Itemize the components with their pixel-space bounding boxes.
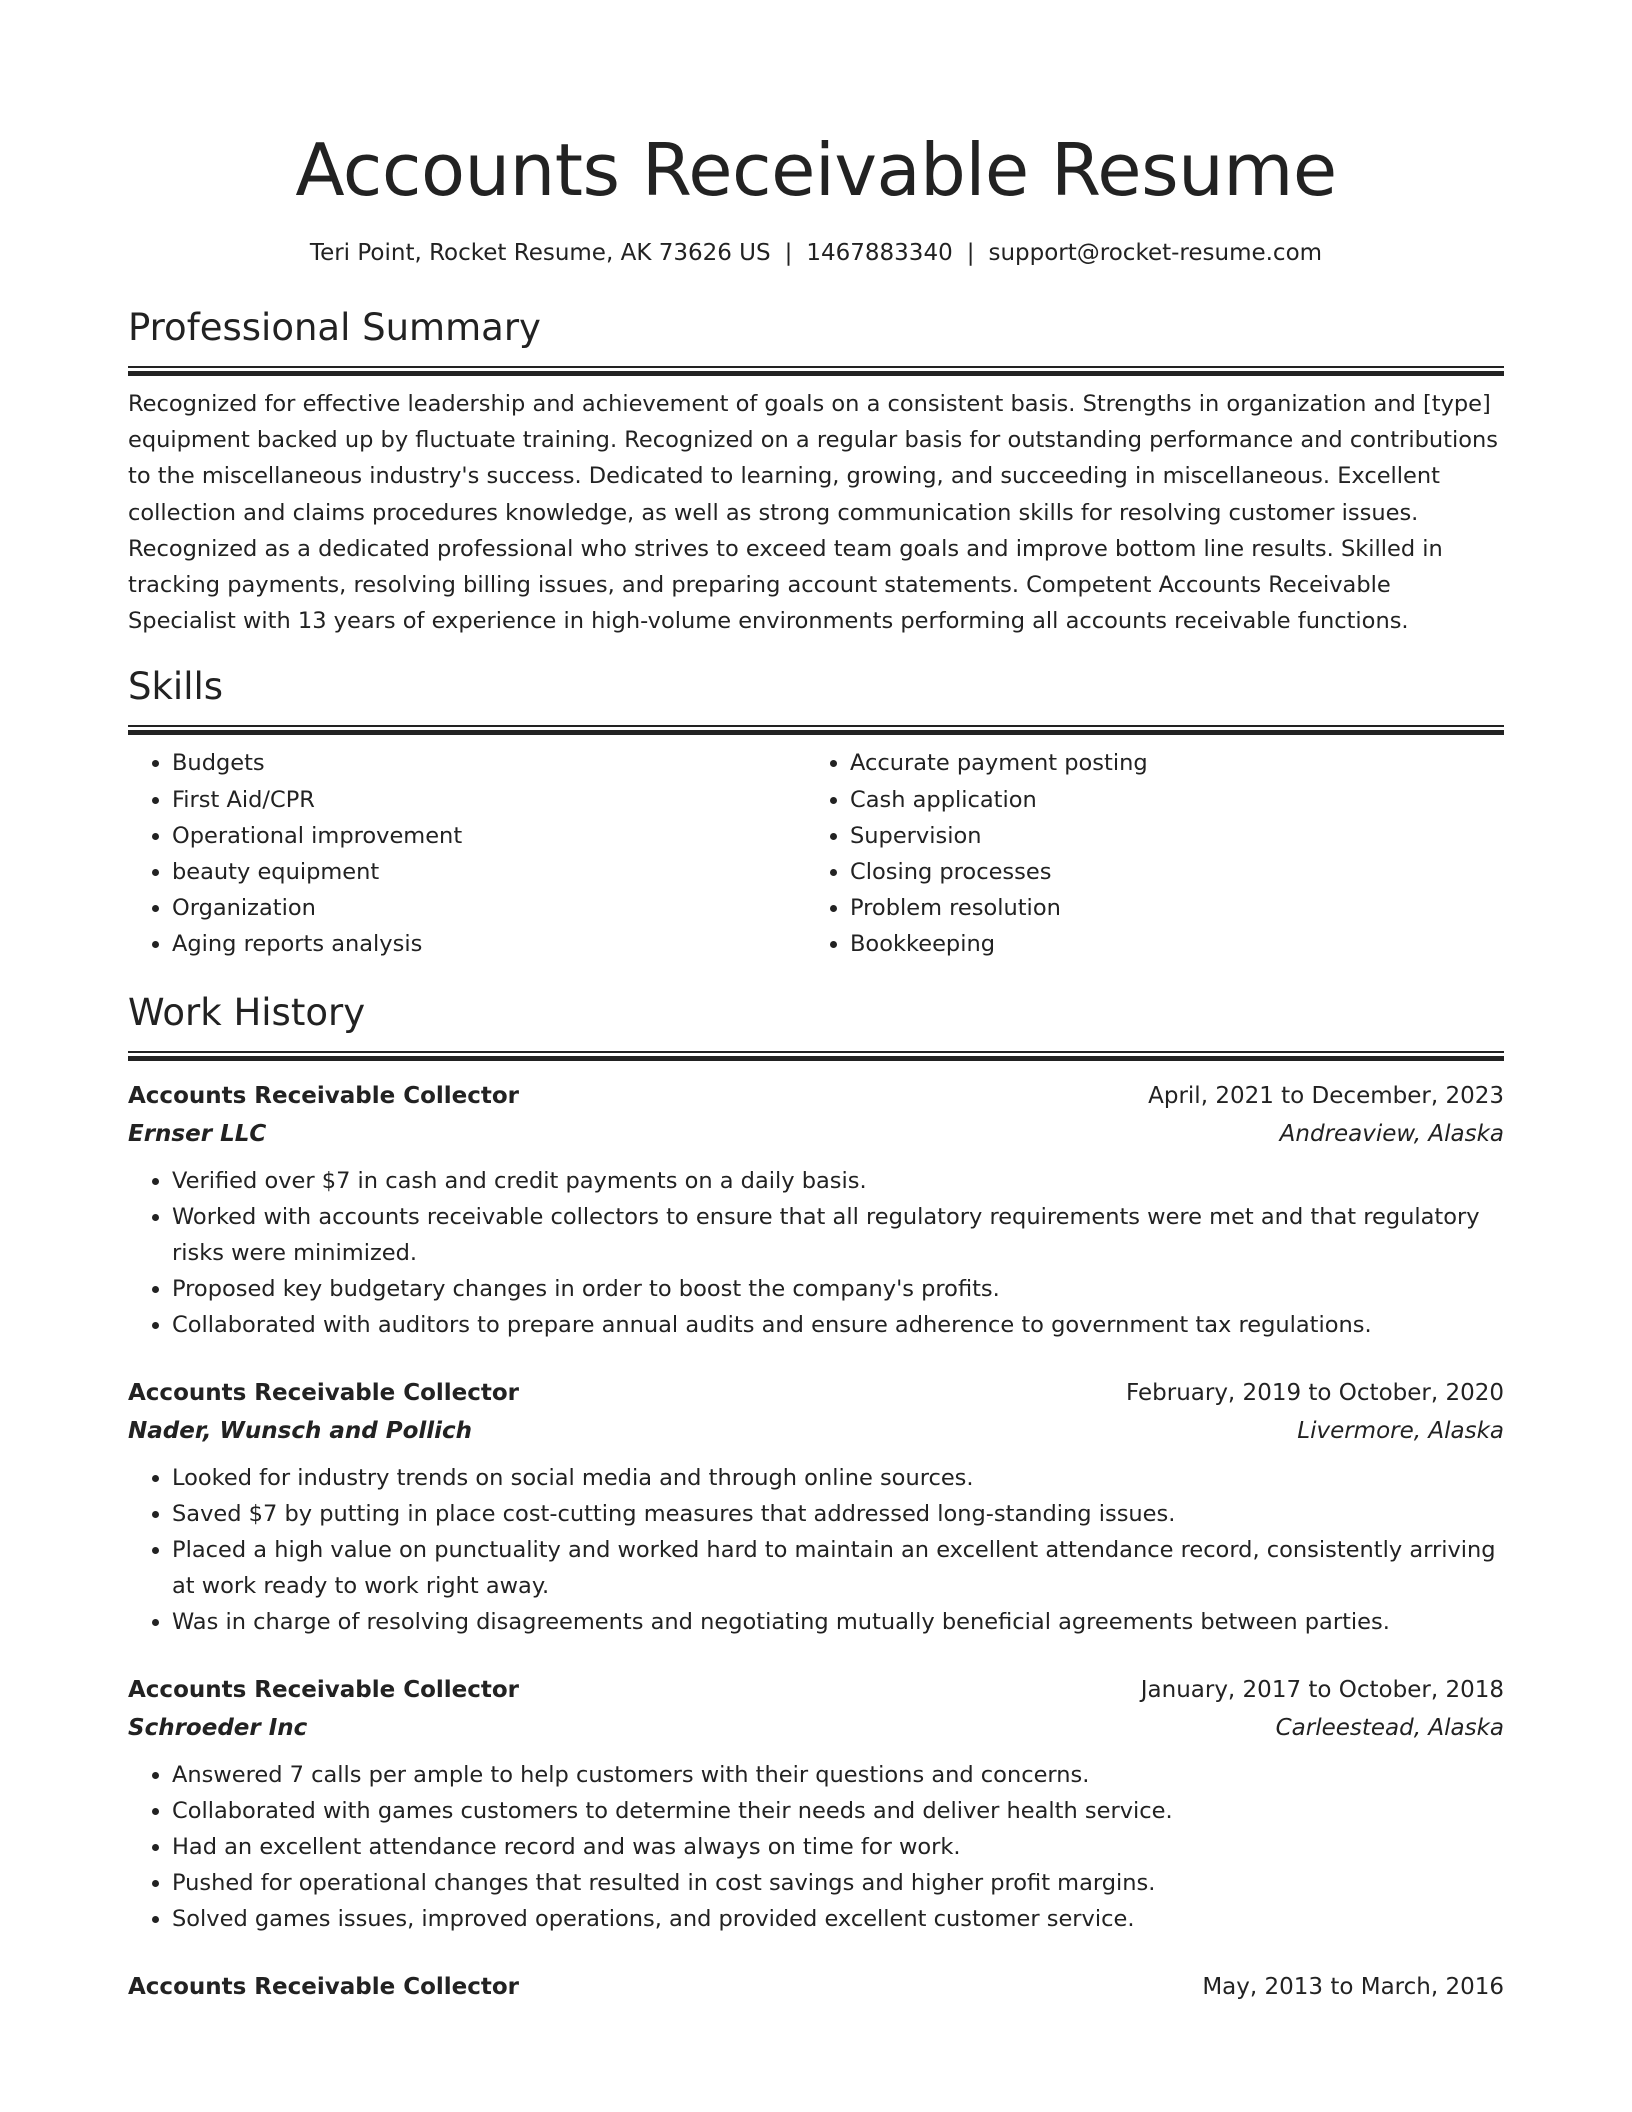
job-entry xyxy=(128,1968,1504,2006)
section-divider xyxy=(128,1051,1504,1061)
summary-heading: Professional Summary xyxy=(128,306,541,349)
job-dates: May, 2013 to March, 2016 xyxy=(1202,1973,1504,2000)
skill-item: • Closing processes xyxy=(850,854,1484,890)
summary-text: Recognized for effective leadership and achievement of goals on a consistent basis. Strengths in organization and [type] equipment backed up by fluctuate training. Recognized on a regular basis for outstanding performance and contributions to the miscellaneous industry's success. Dedicated to learning, growing, and succeeding in miscellaneous. Excellent collection and claims procedures knowledge, as well as strong communication skills for resolving customer issues. Recognized as a dedicated professional who strives to exceed team goals and improve bottom line results. Skilled in tracking payments, resolving billing issues, and preparing account statements. Competent Accounts Receivable Specialist with 13 years of experience in high-volume environments performing all accounts receivable functions. xyxy=(128,391,1498,635)
contact-line xyxy=(128,236,1504,270)
job-entry xyxy=(128,1671,1504,1938)
job-title: Accounts Receivable Collector xyxy=(128,1082,520,1109)
job-dates: January, 2017 to October, 2018 xyxy=(1140,1676,1504,1703)
job-location: Livermore, Alaska xyxy=(1297,1417,1504,1444)
job-bullets xyxy=(128,1163,1504,1344)
job-title: Accounts Receivable Collector xyxy=(128,1379,520,1406)
skills-list-left xyxy=(128,745,806,962)
job-title: Accounts Receivable Collector xyxy=(128,1973,520,2000)
skills-columns xyxy=(128,745,1504,962)
job-bullet: • Collaborated with games customers to determine their needs and deliver health service. xyxy=(172,1793,1504,1829)
skill-item: • Operational improvement xyxy=(172,818,806,854)
job-bullets xyxy=(128,1460,1504,1641)
skill-item: • Aging reports analysis xyxy=(172,926,806,962)
job-bullet: • Proposed key budgetary changes in order to boost the company's profits. xyxy=(172,1271,1504,1307)
skill-item: • Bookkeeping xyxy=(850,926,1484,962)
job-entry xyxy=(128,1374,1504,1641)
job-company: Ernser LLC xyxy=(128,1120,267,1147)
job-company-row xyxy=(128,1115,1504,1153)
section-divider xyxy=(128,725,1504,735)
job-bullet: • Was in charge of resolving disagreements and negotiating mutually beneficial agreements between parties. xyxy=(172,1604,1504,1640)
skill-item: • Budgets xyxy=(172,745,806,781)
skill-item: • Supervision xyxy=(850,818,1484,854)
job-title: Accounts Receivable Collector xyxy=(128,1676,520,1703)
resume-title: Accounts Receivable Resume xyxy=(295,128,1337,212)
job-bullet: • Worked with accounts receivable collectors to ensure that all regulatory requirements were met and that regulatory risks were minimized. xyxy=(172,1199,1504,1271)
skills-heading: Skills xyxy=(128,665,224,709)
skill-item: • beauty equipment xyxy=(172,854,806,890)
section-divider xyxy=(128,366,1504,376)
job-bullet: • Had an excellent attendance record and was always on time for work. xyxy=(172,1829,1504,1865)
job-bullet: • Pushed for operational changes that resulted in cost savings and higher profit margins. xyxy=(172,1865,1504,1901)
job-header-row xyxy=(128,1374,1504,1412)
skill-item: • Problem resolution xyxy=(850,890,1484,926)
skills-list-right xyxy=(806,745,1484,962)
job-entry xyxy=(128,1077,1504,1344)
summary-section xyxy=(128,304,1504,639)
job-header-row xyxy=(128,1968,1504,2006)
contact-separator: | xyxy=(966,240,975,266)
job-header-row xyxy=(128,1671,1504,1709)
job-bullets xyxy=(128,1757,1504,1938)
contact-phone[interactable]: 1467883340 xyxy=(806,240,953,266)
job-header-row xyxy=(128,1077,1504,1115)
contact-email[interactable]: support@rocket-resume.com xyxy=(988,240,1323,266)
skill-item: • First Aid/CPR xyxy=(172,782,806,818)
contact-separator: | xyxy=(784,240,793,266)
job-dates: February, 2019 to October, 2020 xyxy=(1126,1379,1504,1406)
job-bullet: • Solved games issues, improved operations, and provided excellent customer service. xyxy=(172,1901,1504,1937)
job-bullet: • Looked for industry trends on social media and through online sources. xyxy=(172,1460,1504,1496)
work-history-heading: Work History xyxy=(128,990,366,1034)
job-bullet: • Saved $7 by putting in place cost-cutting measures that addressed long-standing issues. xyxy=(172,1496,1504,1532)
skill-item: • Cash application xyxy=(850,782,1484,818)
job-bullet: • Verified over $7 in cash and credit payments on a daily basis. xyxy=(172,1163,1504,1199)
work-history-section xyxy=(128,989,1504,2006)
job-company: Nader, Wunsch and Pollich xyxy=(128,1417,473,1444)
skill-item: • Accurate payment posting xyxy=(850,745,1484,781)
skill-item: • Organization xyxy=(172,890,806,926)
job-company-row xyxy=(128,1412,1504,1450)
job-company-row xyxy=(128,1709,1504,1747)
job-dates: April, 2021 to December, 2023 xyxy=(1148,1082,1504,1109)
job-company: Schroeder Inc xyxy=(128,1714,308,1741)
contact-address: Teri Point, Rocket Resume, AK 73626 US xyxy=(309,240,771,266)
resume-page xyxy=(128,0,1504,2006)
job-bullet: • Answered 7 calls per ample to help customers with their questions and concerns. xyxy=(172,1757,1504,1793)
job-location: Carleestead, Alaska xyxy=(1275,1714,1504,1741)
job-bullet: • Collaborated with auditors to prepare annual audits and ensure adherence to government tax regulations. xyxy=(172,1307,1504,1343)
job-bullet: • Placed a high value on punctuality and worked hard to maintain an excellent attendance record, consistently arriving at work ready to work right away. xyxy=(172,1532,1504,1604)
skills-section xyxy=(128,663,1504,962)
job-location: Andreaview, Alaska xyxy=(1279,1120,1504,1147)
